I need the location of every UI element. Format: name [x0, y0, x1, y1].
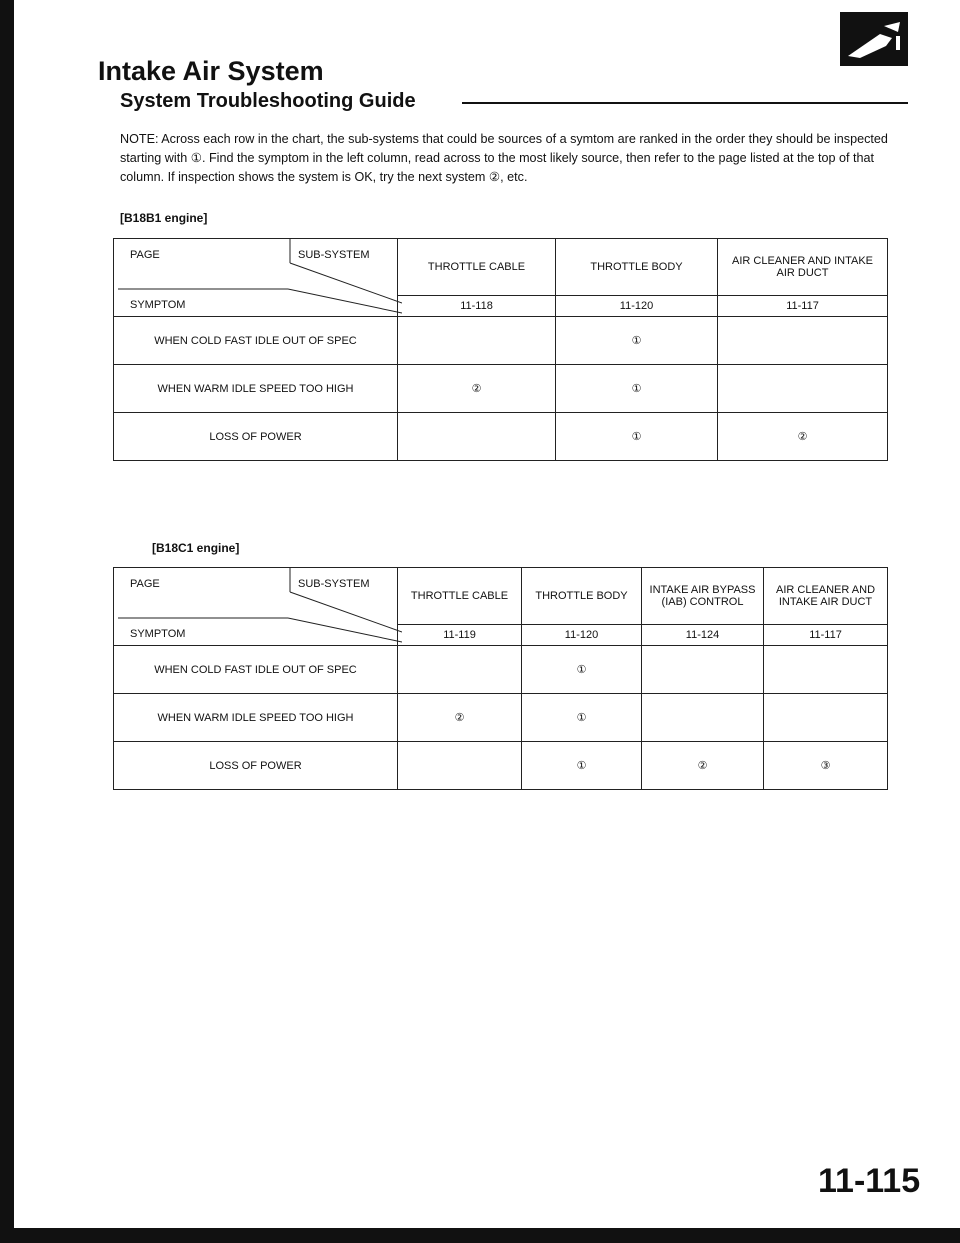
column-header: THROTTLE BODY [556, 239, 718, 296]
instruction-note: NOTE: Across each row in the chart, the sub-systems that could be sources of a symtom are ranked in the order they should be inspected starting with ①. Find the symptom in the left column, read across to the most likely source, then refer to the page listed at the top of that column. If inspection shows the system is OK, try the next system ②, etc. [120, 132, 888, 184]
table-row [114, 317, 888, 365]
priority-cell: ② [718, 413, 888, 461]
symptom-cell: LOSS OF POWER [114, 742, 398, 790]
priority-cell: ① [556, 413, 718, 461]
engine-label-b18b1: [B18B1 engine] [120, 211, 208, 225]
subsystem-label: SUB-SYSTEM [298, 578, 370, 590]
table-row [114, 646, 888, 694]
engine-label-b18c1: [B18C1 engine] [152, 541, 240, 555]
table-row [114, 365, 888, 413]
priority-cell [718, 365, 888, 413]
symptom-label: SYMPTOM [130, 628, 186, 640]
priority-cell [398, 646, 522, 694]
page-label: PAGE [130, 578, 160, 590]
priority-cell [642, 694, 764, 742]
priority-cell [642, 646, 764, 694]
subsystem-label: SUB-SYSTEM [298, 249, 370, 261]
priority-cell: ① [522, 694, 642, 742]
priority-cell [398, 742, 522, 790]
priority-cell [398, 413, 556, 461]
troubleshooting-table-b18b1 [113, 238, 888, 461]
page-subtitle: System Troubleshooting Guide [120, 90, 416, 112]
table-row [114, 694, 888, 742]
symptom-label: SYMPTOM [130, 299, 186, 311]
symptom-cell: WHEN WARM IDLE SPEED TOO HIGH [114, 365, 398, 413]
page-ref: 11-117 [764, 625, 888, 646]
page-ref: 11-119 [398, 625, 522, 646]
column-header: THROTTLE CABLE [398, 239, 556, 296]
priority-cell: ① [556, 365, 718, 413]
priority-cell: ① [522, 742, 642, 790]
priority-cell: ① [556, 317, 718, 365]
page-footer-bar [0, 1228, 960, 1243]
priority-cell [764, 646, 888, 694]
header-diagonal-cell [114, 239, 398, 317]
priority-cell [764, 694, 888, 742]
table-row [114, 742, 888, 790]
priority-cell [398, 317, 556, 365]
subtitle-rule [462, 102, 908, 104]
page-ref: 11-120 [522, 625, 642, 646]
priority-cell: ② [398, 365, 556, 413]
table-row [114, 413, 888, 461]
priority-cell: ② [642, 742, 764, 790]
header-diagonal-cell [114, 568, 398, 646]
page-ref: 11-117 [718, 296, 888, 317]
symptom-cell: LOSS OF POWER [114, 413, 398, 461]
column-header: AIR CLEANER AND INTAKE AIR DUCT [718, 239, 888, 296]
symptom-cell: WHEN COLD FAST IDLE OUT OF SPEC [114, 646, 398, 694]
column-header: INTAKE AIR BYPASS (IAB) CONTROL [642, 568, 764, 625]
priority-cell [718, 317, 888, 365]
page-ref: 11-120 [556, 296, 718, 317]
page-edge-bar [0, 0, 14, 1243]
column-header: THROTTLE CABLE [398, 568, 522, 625]
page-ref: 11-124 [642, 625, 764, 646]
page-ref: 11-118 [398, 296, 556, 317]
troubleshooting-table-b18c1 [113, 567, 888, 790]
column-header: AIR CLEANER AND INTAKE AIR DUCT [764, 568, 888, 625]
priority-cell: ① [522, 646, 642, 694]
priority-cell: ② [398, 694, 522, 742]
symptom-cell: WHEN WARM IDLE SPEED TOO HIGH [114, 694, 398, 742]
page-label: PAGE [130, 249, 160, 261]
engine-section-logo [840, 12, 908, 66]
symptom-cell: WHEN COLD FAST IDLE OUT OF SPEC [114, 317, 398, 365]
priority-cell: ③ [764, 742, 888, 790]
page-title: Intake Air System [98, 56, 324, 86]
page-number: 11-115 [818, 1162, 921, 1200]
column-header: THROTTLE BODY [522, 568, 642, 625]
